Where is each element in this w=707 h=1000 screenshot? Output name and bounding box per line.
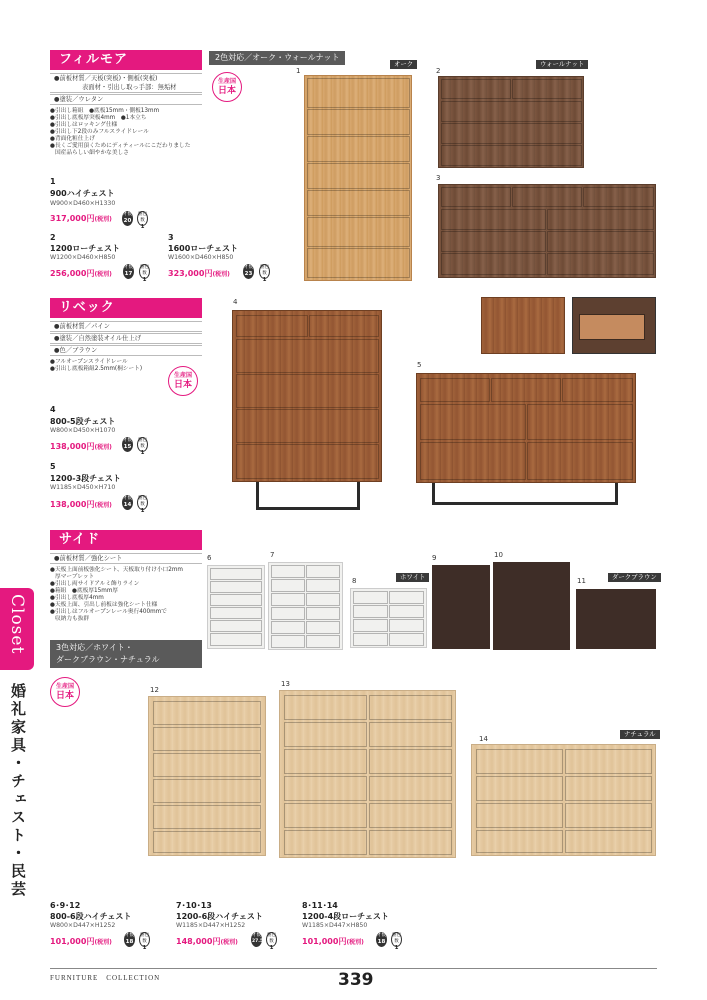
- price-tax: (税別): [94, 502, 112, 509]
- volume-badge: [122, 211, 133, 226]
- volume-value: 18: [125, 939, 134, 945]
- feature-item: ●引出し底板厚4mm: [50, 595, 104, 601]
- spec-material-line1: ●前板材質／天板(突板)・側板(突板): [54, 75, 158, 82]
- price-value: 256,000円: [50, 269, 95, 278]
- price-value: 101,000円: [50, 937, 95, 946]
- product-price: [168, 268, 230, 279]
- product-name: 900ハイチェスト: [50, 189, 115, 198]
- feature-item: ●引出し下2段のみフルスライドレール: [50, 129, 149, 135]
- product-photo-natural-800-chest: [148, 696, 266, 856]
- product-name: 1200-6段ハイチェスト: [176, 912, 263, 921]
- spec-color: ●色／ブラウン: [50, 345, 202, 356]
- volume-badge: [243, 264, 254, 279]
- product-photo-white-1200-high-chest: [268, 562, 343, 650]
- spec-material: ●前板材質／パイン: [50, 321, 202, 332]
- photo-number: 8: [352, 577, 357, 585]
- product-photo-oak-high-chest: [304, 75, 412, 281]
- feature-item: ●天板上面、引出し前板は強化シート仕様: [50, 602, 158, 608]
- product-dimensions: W1600×D460×H850: [168, 254, 234, 261]
- volume-label: 才数: [123, 212, 132, 217]
- white-label: ホワイト: [396, 573, 429, 582]
- price-tax: (税別): [220, 939, 238, 946]
- package-value: 1: [140, 224, 145, 230]
- volume-value: 14: [123, 502, 132, 508]
- photo-number: 1: [296, 67, 301, 75]
- volume-value: 27.5: [252, 939, 264, 944]
- walnut-label: ウォールナット: [536, 60, 588, 69]
- feature-list: [50, 359, 142, 373]
- volume-badge: [124, 932, 135, 947]
- product-number: 6･9･12: [50, 901, 81, 910]
- volume-value: 17: [124, 271, 133, 277]
- product-dimensions: W1200×D460×H850: [50, 254, 116, 261]
- product-photo-walnut-wide-chest: [438, 184, 656, 278]
- package-badge: [137, 211, 148, 230]
- product-name: 1200ローチェスト: [50, 244, 121, 253]
- package-value: 1: [140, 450, 145, 456]
- page-number: 339: [338, 970, 374, 990]
- product-number: 5: [50, 462, 56, 471]
- product-name: 800-5段チェスト: [50, 417, 116, 426]
- spec-material: [50, 73, 202, 93]
- package-value: 1: [269, 945, 274, 951]
- photo-number: 5: [417, 361, 422, 369]
- spec-material-line2: 表面材・引出し取っ手部：無垢材: [82, 84, 177, 91]
- price-value: 138,000円: [50, 500, 95, 509]
- price-tax: (税別): [94, 216, 112, 223]
- photo-number: 3: [436, 174, 441, 182]
- package-badge: [139, 264, 150, 283]
- volume-value: 15: [123, 444, 132, 450]
- detail-photo-corner: [481, 297, 565, 354]
- package-label: 梱包数: [138, 438, 147, 449]
- closet-side-tab: [0, 588, 34, 670]
- product-number: 8･11･14: [302, 901, 338, 910]
- volume-value: 18: [377, 939, 386, 945]
- product-dimensions: W1185×D450×H710: [50, 484, 116, 491]
- photo-number: 14: [479, 735, 488, 743]
- product-dimensions: W1185×D447×H850: [302, 922, 368, 929]
- made-in-japan-badge: [212, 72, 242, 102]
- photo-number: 12: [150, 686, 159, 694]
- volume-badge: [122, 495, 133, 510]
- color-options-line2: ダークブラウン・ナチュラル: [56, 655, 160, 664]
- price-value: 101,000円: [302, 937, 347, 946]
- product-price: [50, 499, 112, 510]
- package-badge: [139, 932, 150, 951]
- product-number: 3: [168, 233, 174, 242]
- color-options-line1: 3色対応／ホワイト・: [56, 643, 133, 652]
- product-photo-darkbrown-800-chest: [432, 565, 490, 649]
- detail-photo-open-drawer: [572, 297, 656, 354]
- package-label: 梱包数: [392, 933, 401, 944]
- product-dimensions: W800×D450×H1070: [50, 427, 116, 434]
- volume-label: 才数: [123, 438, 132, 443]
- spec-material: ●前板材質／強化シート: [50, 553, 202, 564]
- product-dimensions: W900×D460×H1330: [50, 200, 116, 207]
- volume-badge: [251, 932, 262, 947]
- product-price: [50, 936, 112, 947]
- product-photo-pine-5-drawer-chest: [232, 310, 382, 482]
- product-dimensions: W1185×D447×H1252: [176, 922, 246, 929]
- product-name: 1200-4段ローチェスト: [302, 912, 389, 921]
- package-value: 1: [262, 277, 267, 283]
- price-tax: (税別): [212, 271, 230, 278]
- package-label: 梱包数: [260, 265, 269, 276]
- darkbrown-label: ダークブラウン: [608, 573, 661, 582]
- oak-label: オーク: [390, 60, 417, 69]
- color-options-tab: [50, 640, 202, 668]
- package-label: 梱包数: [138, 212, 147, 223]
- photo-number: 13: [281, 680, 290, 688]
- feature-item: ●引出し底板厚突板4mm ●1本立ち: [50, 115, 147, 121]
- photo-number: 4: [233, 298, 238, 306]
- product-number: 1: [50, 177, 56, 186]
- package-value: 1: [142, 277, 147, 283]
- volume-value: 23: [244, 271, 253, 277]
- photo-number: 9: [432, 554, 437, 562]
- product-dimensions: W800×D447×H1252: [50, 922, 116, 929]
- package-label: 梱包数: [267, 933, 276, 944]
- product-photo-pine-3-drawer-chest: [416, 373, 636, 483]
- product-number: 2: [50, 233, 56, 242]
- volume-label: 才数: [125, 933, 134, 938]
- volume-badge: [122, 437, 133, 452]
- product-number: 7･10･13: [176, 901, 212, 910]
- price-tax: (税別): [94, 444, 112, 451]
- product-price: [176, 936, 238, 947]
- price-value: 317,000円: [50, 214, 95, 223]
- price-tax: (税別): [94, 271, 112, 278]
- photo-number: 10: [494, 551, 503, 559]
- volume-label: 才数: [123, 496, 132, 501]
- feature-item: ●引出し底板箱組2.5mm(桐シート): [50, 366, 143, 372]
- footer-collection: FURNITURE COLLECTION: [50, 974, 161, 982]
- feature-item: ●箱組 ●底板厚15mm厚: [50, 588, 119, 594]
- package-value: 1: [394, 945, 399, 951]
- footer-rule: [50, 968, 657, 969]
- section-title-rebec: リベック: [50, 298, 202, 318]
- volume-badge: [123, 264, 134, 279]
- volume-value: 20: [123, 218, 132, 224]
- product-photo-darkbrown-low-chest: [576, 589, 656, 649]
- volume-label: 才数: [124, 265, 133, 270]
- photo-number: 6: [207, 554, 212, 562]
- package-label: 梱包数: [140, 933, 149, 944]
- price-value: 148,000円: [176, 937, 221, 946]
- spec-finish: ●塗装／自然塗装オイル仕上げ: [50, 333, 202, 344]
- package-badge: [137, 495, 148, 514]
- package-value: 1: [142, 945, 147, 951]
- product-photo-darkbrown-1200-high-chest: [493, 562, 570, 650]
- feature-item: ●天板上面前板強化シート、天板取り付け小口2mm: [50, 567, 183, 573]
- section-title-side: サイド: [50, 530, 202, 550]
- photo-number: 11: [577, 577, 586, 585]
- product-photo-natural-low-chest: [471, 744, 656, 856]
- feature-list: [50, 108, 190, 157]
- feature-item: ●長くご愛用頂くためにディティールにこだわりました: [50, 143, 191, 149]
- product-photo-natural-1200-high-chest: [279, 690, 456, 858]
- spec-finish: ●塗装／ウレタン: [50, 94, 202, 105]
- volume-label: 才数: [252, 933, 261, 938]
- section-title-fillmore: フィルモア: [50, 50, 202, 70]
- feature-item: ●引出し両サイドアルミ飾りライン: [50, 581, 140, 587]
- feature-item: 厚マーブレット: [55, 574, 95, 580]
- color-options-tab: 2色対応／オーク・ウォールナット: [209, 51, 345, 65]
- photo-number: 2: [436, 67, 441, 75]
- feature-list: [50, 567, 183, 623]
- package-label: 梱包数: [140, 265, 149, 276]
- chest-base: [432, 483, 618, 505]
- package-badge: [391, 932, 402, 951]
- feature-item: ●引出しはフルオープンレール奥行400mmで: [50, 609, 167, 615]
- natural-label: ナチュラル: [620, 730, 660, 739]
- feature-item: ●フルオープンスライドレール: [50, 359, 128, 365]
- feature-item: ●引出し箱組 ●底板15mm・側板13mm: [50, 108, 160, 114]
- vertical-category-label: 婚礼家具・チェスト・民芸: [9, 683, 27, 899]
- package-badge: [259, 264, 270, 283]
- price-value: 323,000円: [168, 269, 213, 278]
- price-tax: (税別): [346, 939, 364, 946]
- badge-top: 生産国: [55, 683, 74, 690]
- package-label: 梱包数: [138, 496, 147, 507]
- package-value: 1: [140, 508, 145, 514]
- chest-base: [256, 482, 360, 510]
- product-photo-white-800-chest: [207, 565, 265, 649]
- feature-item: 国産品らしい細やかな美しさ: [55, 150, 129, 156]
- product-price: [50, 268, 112, 279]
- product-name: 1600ローチェスト: [168, 244, 239, 253]
- product-price: [50, 441, 112, 452]
- feature-item: ●背面化粧仕上げ: [50, 136, 95, 142]
- photo-number: 7: [270, 551, 275, 559]
- volume-label: 才数: [244, 265, 253, 270]
- made-in-japan-badge: [50, 677, 80, 707]
- product-photo-white-low-chest: [350, 588, 427, 648]
- product-price: [302, 936, 364, 947]
- feature-item: ●引出しはロッキング仕様: [50, 122, 118, 128]
- volume-badge: [376, 932, 387, 947]
- product-name: 800-6段ハイチェスト: [50, 912, 132, 921]
- badge-main: 日本: [173, 380, 192, 390]
- price-value: 138,000円: [50, 442, 95, 451]
- volume-label: 才数: [377, 933, 386, 938]
- badge-main: 日本: [217, 86, 236, 96]
- package-badge: [266, 932, 277, 951]
- product-photo-walnut-low-chest: [438, 76, 584, 168]
- badge-top: 生産国: [173, 372, 192, 379]
- product-number: 4: [50, 405, 56, 414]
- badge-main: 日本: [55, 691, 74, 701]
- product-price: [50, 213, 112, 224]
- badge-top: 生産国: [217, 78, 236, 85]
- package-badge: [137, 437, 148, 456]
- closet-tab-label: Closet: [7, 594, 27, 655]
- product-name: 1200-3段チェスト: [50, 474, 121, 483]
- price-tax: (税別): [94, 939, 112, 946]
- made-in-japan-badge: [168, 366, 198, 396]
- feature-item: 収納力も抜群: [55, 616, 90, 622]
